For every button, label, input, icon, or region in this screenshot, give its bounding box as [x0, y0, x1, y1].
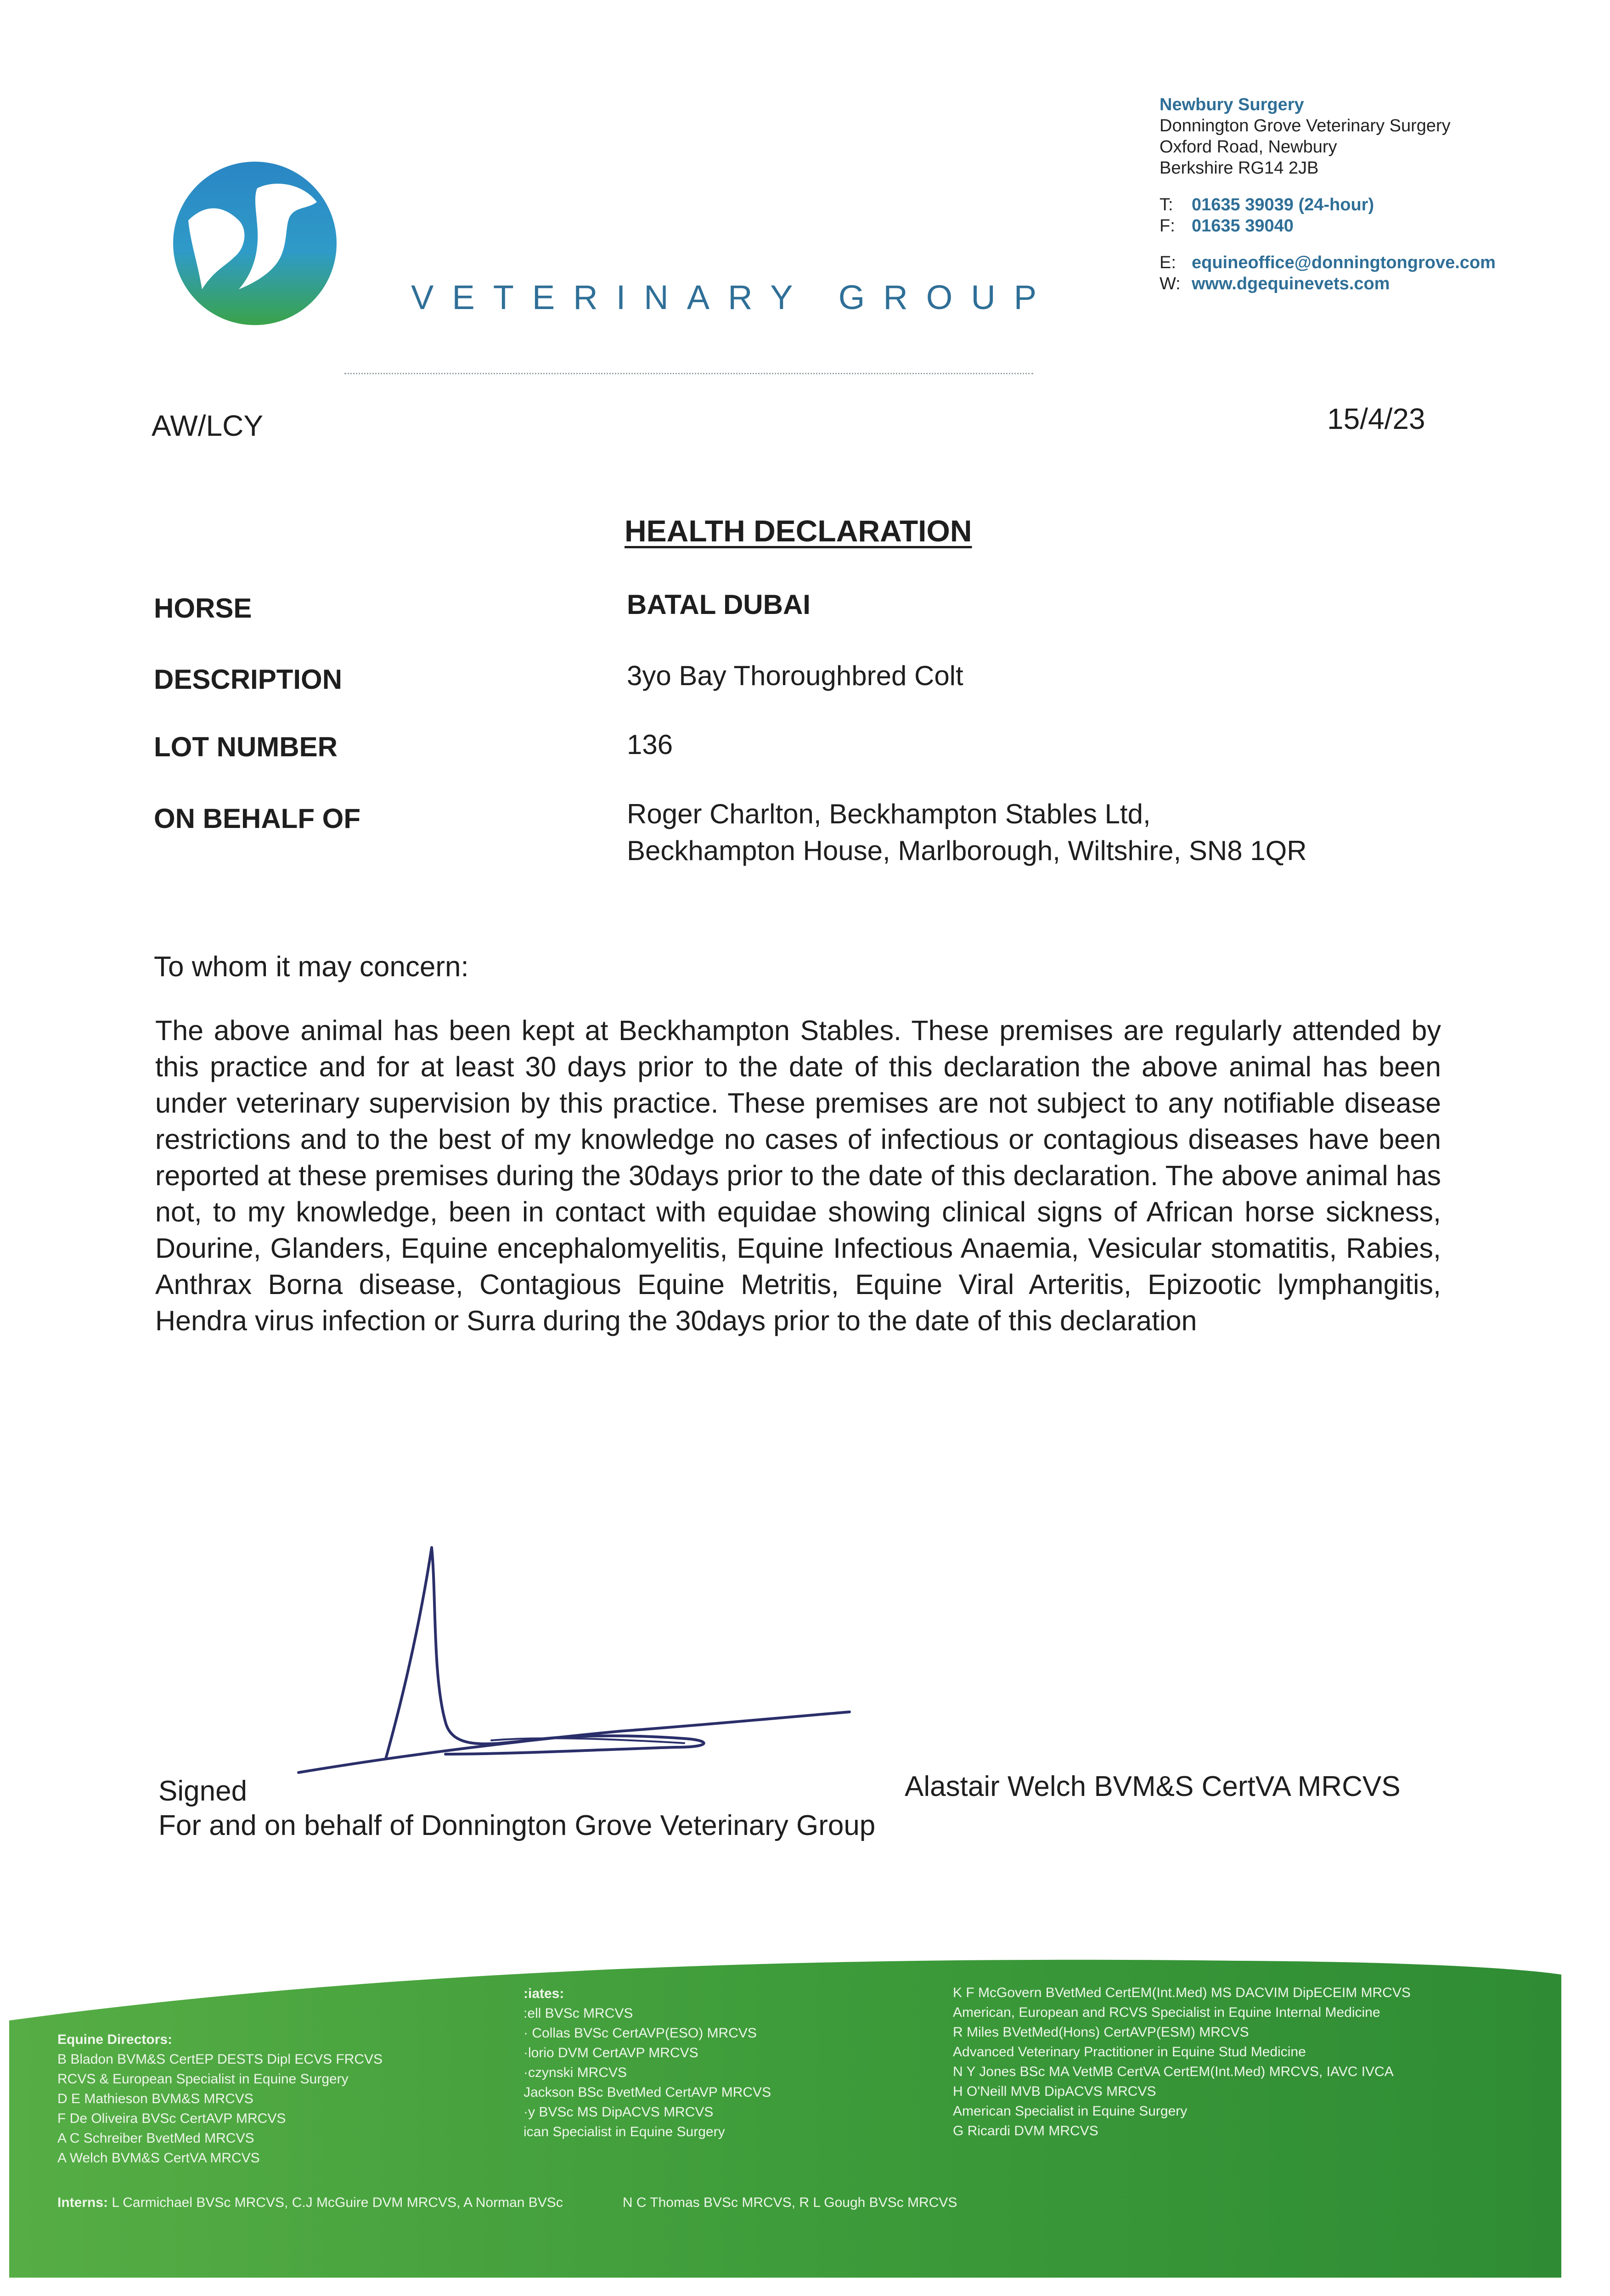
surgery-name: Newbury Surgery	[1160, 95, 1304, 114]
specialist-line: Advanced Veterinary Practitioner in Equine Stud Medicine	[953, 2044, 1306, 2060]
associate-line: ·y BVSc MS DipACVS MRCVS	[524, 2105, 714, 2120]
telephone-key: T:	[1160, 195, 1173, 214]
signatory-name: Alastair Welch BVM&S CertVA MRCVS	[905, 1771, 1401, 1802]
specialist-line: G Ricardi DVM MRCVS	[953, 2123, 1098, 2138]
interns-heading: Interns:	[57, 2195, 108, 2210]
contact-block	[1160, 94, 1496, 294]
on-behalf-line: For and on behalf of Donnington Grove Veterinary Group	[158, 1810, 876, 1841]
email-link[interactable]: equineoffice@donningtongrove.com	[1192, 253, 1496, 272]
director-line: A Welch BVM&S CertVA MRCVS	[57, 2150, 260, 2166]
director-line: RCVS & European Specialist in Equine Surgery	[57, 2071, 349, 2087]
specialist-line: American, European and RCVS Specialist in Equine Internal Medicine	[953, 2005, 1380, 2020]
associate-line: Jackson BSc BvetMed CertAVP MRCVS	[524, 2085, 771, 2100]
description-label: DESCRIPTION	[154, 664, 343, 695]
horse-label: HORSE	[154, 593, 252, 624]
website-link[interactable]: www.dgequinevets.com	[1192, 274, 1390, 293]
telephone-number[interactable]: 01635 39039 (24-hour)	[1192, 195, 1374, 214]
address-line: Berkshire RG14 2JB	[1160, 158, 1319, 178]
fax-number: 01635 39040	[1192, 216, 1294, 236]
description-value: 3yo Bay Thoroughbred Colt	[627, 660, 963, 691]
footer-directors	[57, 2030, 383, 2168]
specialist-line: American Specialist in Equine Surgery	[953, 2104, 1188, 2119]
telephone-row	[1160, 194, 1496, 215]
associate-line: ·lorio DVM CertAVP MRCVS	[524, 2045, 698, 2060]
email-row	[1160, 252, 1496, 273]
specialist-line: K F McGovern BVetMed CertEM(Int.Med) MS DACVIM DipECEIM MRCVS	[953, 1985, 1411, 2000]
director-line: D E Mathieson BVM&S MRCVS	[57, 2091, 253, 2106]
on-behalf-of-label: ON BEHALF OF	[154, 803, 360, 834]
lot-number-value: 136	[627, 729, 673, 760]
lot-number-label: LOT NUMBER	[154, 732, 338, 762]
fax-key: F:	[1160, 216, 1175, 236]
document-title: HEALTH DECLARATION	[625, 514, 972, 548]
director-line: B Bladon BVM&S CertEP DESTS Dipl ECVS FRCVS	[57, 2052, 383, 2067]
website-row	[1160, 273, 1496, 294]
director-line: A C Schreiber BvetMed MRCVS	[57, 2131, 254, 2146]
footer-associates	[524, 1984, 771, 2142]
associate-line: ·czynski MRCVS	[524, 2065, 627, 2080]
email-key: E:	[1160, 253, 1176, 272]
footer-specialists	[953, 1983, 1411, 2141]
footer-interns	[57, 2193, 957, 2212]
address-line: Donnington Grove Veterinary Surgery	[1160, 116, 1451, 135]
specialist-line: N Y Jones BSc MA VetMB CertVA CertEM(Int.Med) MRCVS, IAVC IVCA	[953, 2064, 1394, 2079]
director-line: F De Oliveira BVSc CertAVP MRCVS	[57, 2111, 286, 2126]
declaration-body: The above animal has been kept at Beckhampton Stables. These premises are regularly attended by this practice and for at least 30 days prior to the date of this declaration the above animal has been under veterinary supervision by this practice. These premises are not subject to any notifiable disease restrictions and to the best of my knowledge no cases of infectious or contagious diseases have been reported at these premises during the 30days prior to the date of this declaration. The above animal has not, to my knowledge, been in contact with equidae showing clinical signs of African horse sickness, Dourine, Glanders, Equine encephalomyelitis, Equine Infectious Anaemia, Vesicular stomatitis, Rabies, Anthrax Borna disease, Contagious Equine Metritis, Equine Viral Arteritis, Epizootic lymphangitis, Hendra virus infection or Surra during the 30days prior to the date of this declaration	[155, 1015, 1441, 1336]
fax-row	[1160, 215, 1496, 236]
group-name: VETERINARY GROUP	[411, 278, 1055, 316]
on-behalf-of-line2: Beckhampton House, Marlborough, Wiltshire, SN8 1QR	[627, 835, 1307, 866]
associate-line: :ell BVSc MRCVS	[524, 2006, 633, 2021]
on-behalf-of-line1: Roger Charlton, Beckhampton Stables Ltd,	[627, 799, 1151, 829]
associate-line: ican Specialist in Equine Surgery	[524, 2124, 725, 2139]
reference: AW/LCY	[152, 409, 263, 442]
interns-list: L Carmichael BVSc MRCVS, C.J McGuire DVM MRCVS, A Norman BVSc	[112, 2195, 563, 2210]
date: 15/4/23	[1327, 402, 1425, 435]
associate-line: · Collas BVSc CertAVP(ESO) MRCVS	[524, 2026, 757, 2041]
specialist-line: H O'Neill MVB DipACVS MRCVS	[953, 2084, 1156, 2099]
handwritten-signature	[271, 1538, 868, 1795]
horse-value: BATAL DUBAI	[627, 589, 811, 620]
header-divider	[344, 373, 1033, 374]
specialist-line: R Miles BVetMed(Hons) CertAVP(ESM) MRCVS	[953, 2025, 1249, 2040]
interns-list: N C Thomas BVSc MRCVS, R L Gough BVSc MRCVS	[622, 2195, 957, 2210]
signed-label: Signed	[158, 1775, 248, 1807]
greeting: To whom it may concern:	[154, 951, 469, 983]
website-key: W:	[1160, 274, 1181, 293]
directors-heading: Equine Directors:	[57, 2032, 173, 2047]
associates-heading: :iates:	[524, 1986, 564, 2001]
address-line: Oxford Road, Newbury	[1160, 137, 1337, 157]
horse-logo	[170, 152, 340, 331]
